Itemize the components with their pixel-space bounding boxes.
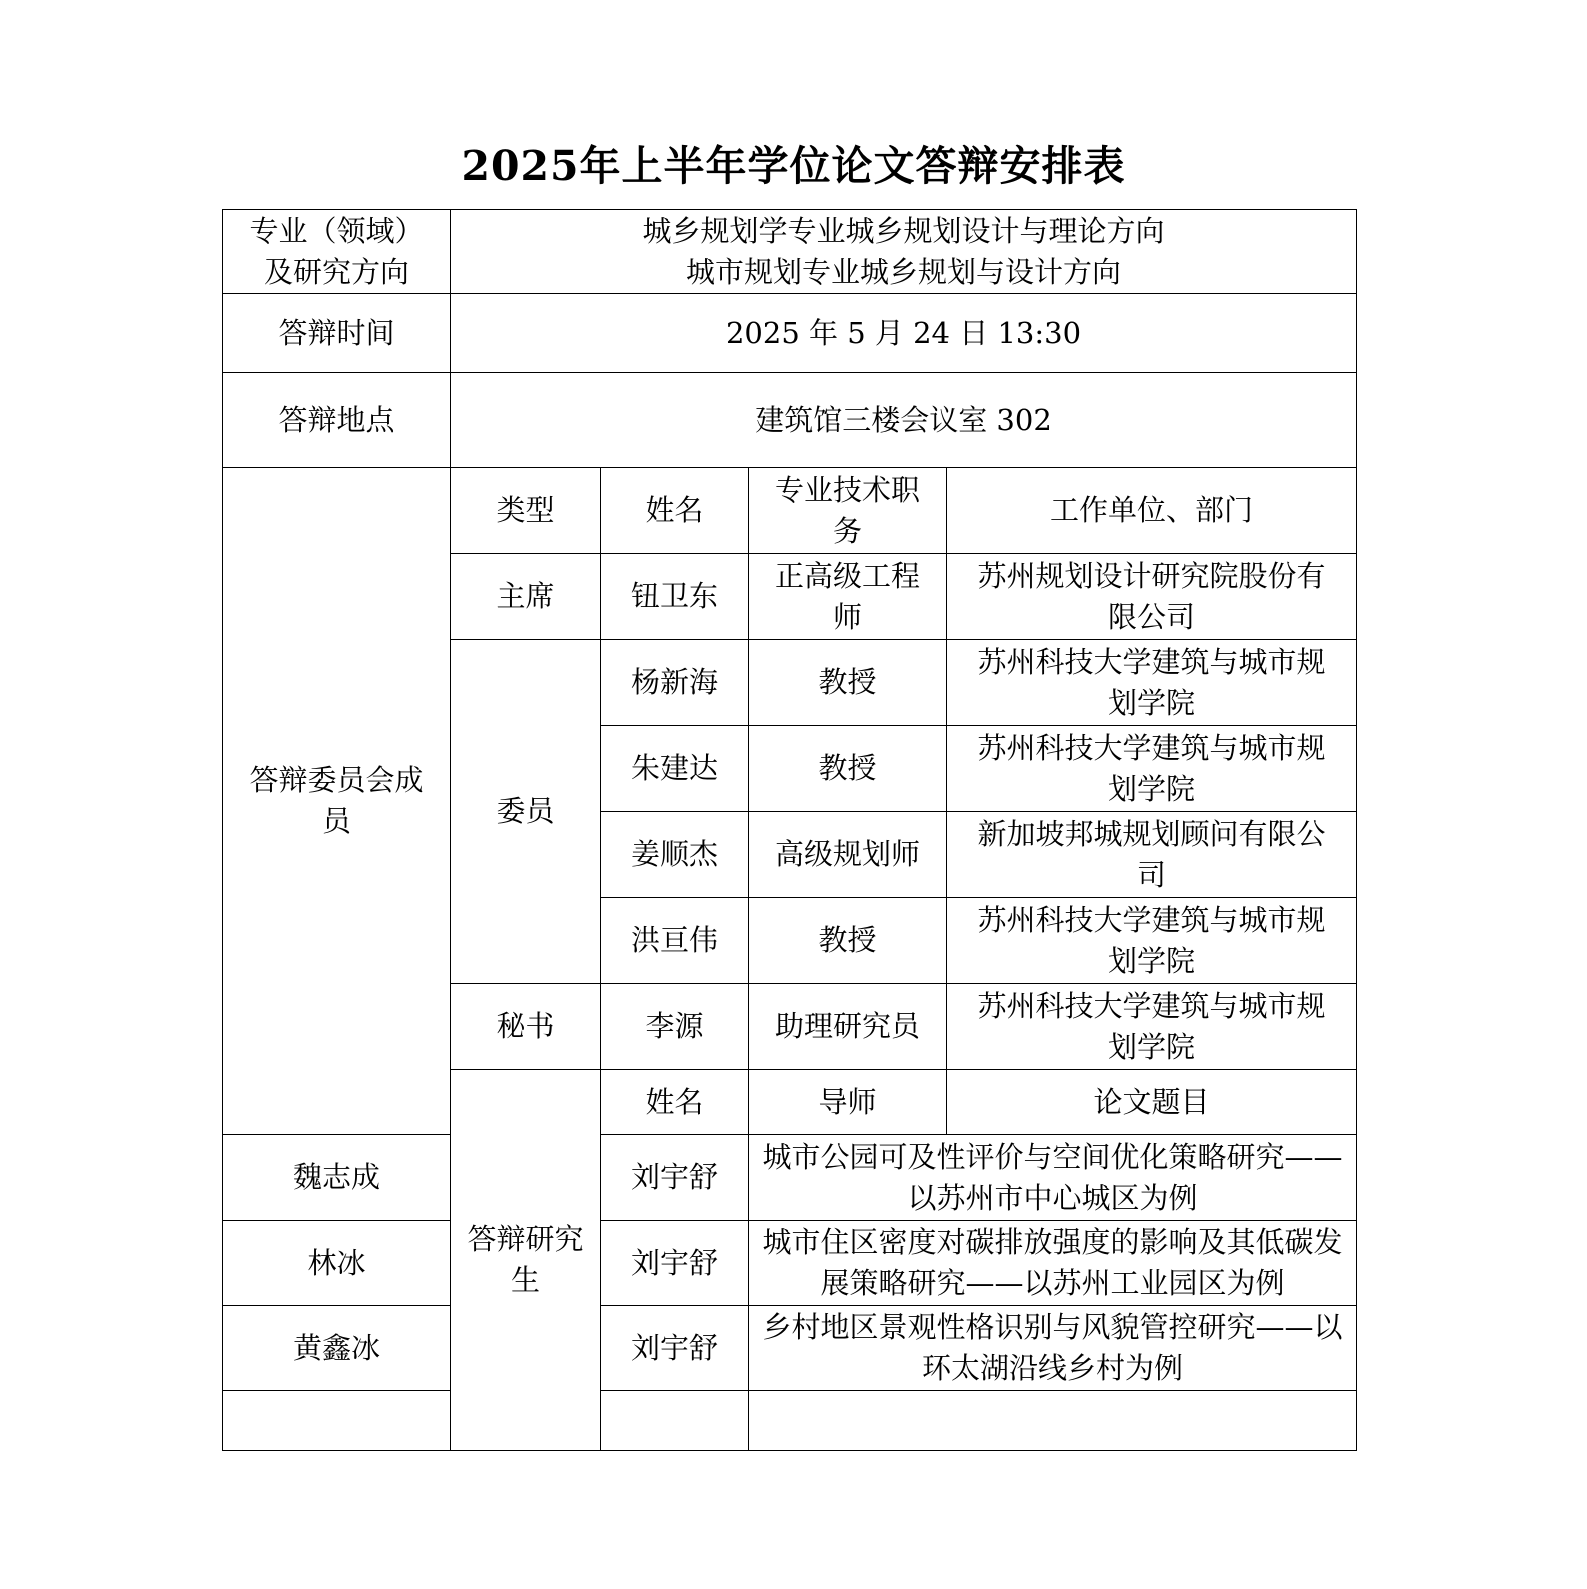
student-name: 魏志成 xyxy=(223,1135,451,1221)
secretary-type: 秘书 xyxy=(451,984,601,1070)
member-unit: 苏州科技大学建筑与城市规划学院 xyxy=(947,726,1357,812)
student-thesis: 城市住区密度对碳排放强度的影响及其低碳发展策略研究——以苏州工业园区为例 xyxy=(749,1221,1357,1306)
committee-header-name: 姓名 xyxy=(601,468,749,554)
page-title: 2025年上半年学位论文答辩安排表 xyxy=(461,142,1126,190)
chair-name: 钮卫东 xyxy=(601,554,749,640)
member-unit: 苏州科技大学建筑与城市规划学院 xyxy=(947,898,1357,984)
time-value: 2025 年 5 月 24 日 13:30 xyxy=(451,294,1357,373)
major-value xyxy=(451,210,1357,294)
member-name: 杨新海 xyxy=(601,640,749,726)
major-label-line1: 专业（领域） xyxy=(249,213,424,248)
student-advisor: 刘宇舒 xyxy=(601,1135,749,1221)
major-label xyxy=(223,210,451,294)
time-row xyxy=(223,294,1357,373)
secretary-title: 助理研究员 xyxy=(749,984,947,1070)
member-name: 姜顺杰 xyxy=(601,812,749,898)
location-label: 答辩地点 xyxy=(223,373,451,468)
major-value-line2: 城市规划专业城乡规划与设计方向 xyxy=(686,254,1122,289)
location-value: 建筑馆三楼会议室 302 xyxy=(451,373,1357,468)
member-title: 高级规划师 xyxy=(749,812,947,898)
member-type: 委员 xyxy=(451,640,601,984)
chair-type: 主席 xyxy=(451,554,601,640)
students-header-name: 姓名 xyxy=(601,1070,749,1135)
location-row xyxy=(223,373,1357,468)
secretary-unit: 苏州科技大学建筑与城市规划学院 xyxy=(947,984,1357,1070)
students-label: 答辩研究生 xyxy=(451,1070,601,1451)
chair-unit: 苏州规划设计研究院股份有限公司 xyxy=(947,554,1357,640)
students-header-thesis: 论文题目 xyxy=(947,1070,1357,1135)
committee-header-row xyxy=(223,468,1357,554)
major-row xyxy=(223,210,1357,294)
student-thesis: 城市公园可及性评价与空间优化策略研究——以苏州市中心城区为例 xyxy=(749,1135,1357,1221)
student-advisor: 刘宇舒 xyxy=(601,1221,749,1306)
student-row xyxy=(223,1135,1357,1221)
member-unit: 新加坡邦城规划顾问有限公司 xyxy=(947,812,1357,898)
committee-header-unit: 工作单位、部门 xyxy=(947,468,1357,554)
student-row xyxy=(223,1221,1357,1306)
student-row-empty xyxy=(223,1391,1357,1451)
secretary-name: 李源 xyxy=(601,984,749,1070)
student-name-empty xyxy=(223,1391,451,1451)
time-label: 答辩时间 xyxy=(223,294,451,373)
committee-label: 答辩委员会成员 xyxy=(223,468,451,1135)
member-name: 朱建达 xyxy=(601,726,749,812)
student-thesis-empty xyxy=(749,1391,1357,1451)
member-name: 洪亘伟 xyxy=(601,898,749,984)
committee-header-title: 专业技术职务 xyxy=(749,468,947,554)
member-title: 教授 xyxy=(749,726,947,812)
chair-title: 正高级工程师 xyxy=(749,554,947,640)
major-label-line2: 及研究方向 xyxy=(263,254,409,289)
student-thesis: 乡村地区景观性格识别与风貌管控研究——以环太湖沿线乡村为例 xyxy=(749,1306,1357,1391)
student-name: 黄鑫冰 xyxy=(223,1306,451,1391)
student-advisor: 刘宇舒 xyxy=(601,1306,749,1391)
member-title: 教授 xyxy=(749,640,947,726)
member-unit: 苏州科技大学建筑与城市规划学院 xyxy=(947,640,1357,726)
student-advisor-empty xyxy=(601,1391,749,1451)
major-value-line1: 城乡规划学专业城乡规划设计与理论方向 xyxy=(642,213,1165,248)
member-title: 教授 xyxy=(749,898,947,984)
committee-header-type: 类型 xyxy=(451,468,601,554)
students-header-advisor: 导师 xyxy=(749,1070,947,1135)
student-name: 林冰 xyxy=(223,1221,451,1306)
defense-schedule-table xyxy=(222,209,1357,1451)
student-row xyxy=(223,1306,1357,1391)
